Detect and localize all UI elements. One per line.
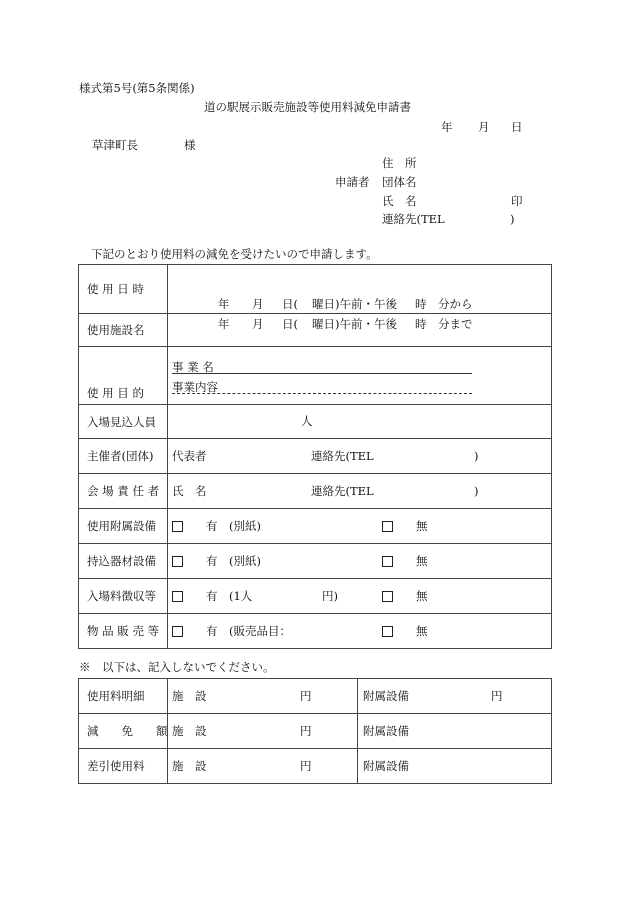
- equipment-no-checkbox[interactable]: [382, 521, 393, 532]
- applicant-label: 申請者: [335, 175, 370, 189]
- equipment-no-label: 無: [416, 519, 428, 533]
- date-day-label: 日: [511, 120, 523, 134]
- office-label-reduction: 減 免 額: [79, 714, 168, 749]
- label-datetime: 使 用 日 時: [79, 265, 168, 314]
- label-equipment: 使用附属設備: [79, 509, 168, 544]
- equipment-yes-checkbox[interactable]: [172, 521, 183, 532]
- organizer-contact-label: 連絡先(TEL: [311, 449, 374, 463]
- sales-yes-checkbox[interactable]: [172, 626, 183, 637]
- from-hour: 時: [415, 297, 427, 311]
- row-admission: [79, 579, 552, 614]
- applicant-contact-label: 連絡先(TEL: [382, 212, 445, 226]
- sales-field: [168, 614, 552, 649]
- label-brought: 持込器材設備: [79, 544, 168, 579]
- office-table: [78, 678, 552, 784]
- from-minute: 分から: [438, 297, 473, 311]
- sales-no-label: 無: [416, 624, 428, 638]
- office-facility-label: 施 設: [172, 689, 207, 703]
- application-table: [78, 264, 552, 649]
- label-organizer: 主催者(団体): [79, 439, 168, 474]
- date-month-label: 月: [478, 120, 490, 134]
- to-hour: 時: [415, 317, 427, 331]
- admission-yen: 円): [322, 589, 338, 603]
- from-day: 日(: [282, 297, 298, 311]
- office-yen-label: 円: [300, 724, 312, 738]
- brought-no-checkbox[interactable]: [382, 556, 393, 567]
- intro-text: 下記のとおり使用料の減免を受けたいので申請します。: [91, 247, 378, 261]
- office-use-note: ※ 以下は、記入しないでください。: [79, 660, 275, 674]
- label-facility: 使用施設名: [79, 314, 168, 347]
- brought-yes-checkbox[interactable]: [172, 556, 183, 567]
- office-equipment-label: 附属設備: [363, 689, 409, 703]
- row-brought: [79, 544, 552, 579]
- event-name-underline: [172, 373, 472, 374]
- to-weekday-ampm: 曜日)午前・午後: [312, 317, 397, 331]
- sales-yes-label: 有 (販売品目：: [206, 624, 291, 638]
- row-sales: [79, 614, 552, 649]
- row-purpose: [79, 347, 552, 405]
- applicant-contact-close: ): [510, 212, 515, 226]
- from-year: 年: [218, 297, 230, 311]
- sales-no-checkbox[interactable]: [382, 626, 393, 637]
- office-equipment-label: 附属設備: [363, 759, 409, 773]
- page-title: 道の駅展示販売施設等使用料減免申請書: [204, 100, 411, 114]
- row-attendance: [79, 405, 552, 439]
- office-equipment-yen-label: 円: [491, 689, 503, 703]
- office-label-fee-detail: 使用料明細: [79, 679, 168, 714]
- datetime-field[interactable]: [168, 265, 552, 331]
- venue-manager-contact-label: 連絡先(TEL: [311, 484, 374, 498]
- event-name-label: 事 業 名: [172, 360, 214, 374]
- organizer-rep-label: 代表者: [172, 449, 207, 463]
- label-sales: 物 品 販 売 等: [79, 614, 168, 649]
- event-content-underline: [172, 393, 472, 394]
- row-equipment: [79, 509, 552, 544]
- event-content-label: 事業内容: [172, 380, 218, 394]
- office-row-net-fee: [79, 749, 552, 784]
- from-month: 月: [252, 297, 264, 311]
- brought-no-label: 無: [416, 554, 428, 568]
- office-facility-fee-detail: [168, 679, 358, 714]
- seal-mark: 印: [511, 194, 523, 208]
- date-year-label: 年: [441, 120, 453, 134]
- office-equipment-label: 附属設備: [363, 724, 409, 738]
- applicant-org-label: 団体名: [382, 175, 417, 189]
- to-month: 月: [252, 317, 264, 331]
- office-equipment-fee-detail: [358, 679, 552, 714]
- venue-manager-name-label: 氏 名: [172, 484, 207, 498]
- equipment-yes-label: 有 (別紙): [206, 519, 261, 533]
- admission-no-checkbox[interactable]: [382, 591, 393, 602]
- label-admission: 入場料徴収等: [79, 579, 168, 614]
- brought-yes-label: 有 (別紙): [206, 554, 261, 568]
- admission-no-label: 無: [416, 589, 428, 603]
- form-number: 様式第5号(第5条関係): [79, 81, 195, 95]
- office-yen-label: 円: [300, 689, 312, 703]
- addressee: 草津町長: [92, 138, 138, 152]
- brought-field: [168, 544, 552, 579]
- to-year: 年: [218, 317, 230, 331]
- equipment-field: [168, 509, 552, 544]
- to-day: 日(: [282, 317, 298, 331]
- office-equipment-net-fee: [358, 749, 552, 784]
- office-yen-label: 円: [300, 759, 312, 773]
- organizer-contact-close: ): [474, 449, 479, 463]
- attendance-field[interactable]: [168, 405, 552, 439]
- office-facility-label: 施 設: [172, 759, 207, 773]
- label-purpose: 使 用 目 的: [79, 347, 168, 405]
- row-organizer: [79, 439, 552, 474]
- office-facility-reduction: [168, 714, 358, 749]
- purpose-field[interactable]: [168, 347, 552, 405]
- row-venue-manager: [79, 474, 552, 509]
- office-facility-label: 施 設: [172, 724, 207, 738]
- to-minute: 分まで: [438, 317, 473, 331]
- office-row-fee-detail: [79, 679, 552, 714]
- row-datetime: [79, 265, 552, 314]
- label-attendance: 入場見込人員: [79, 405, 168, 439]
- attendance-unit: 人: [301, 414, 313, 428]
- office-row-reduction: [79, 714, 552, 749]
- label-venue-manager: 会 場 責 任 者: [79, 474, 168, 509]
- organizer-field[interactable]: [168, 439, 552, 474]
- office-label-net-fee: 差引使用料: [79, 749, 168, 784]
- admission-yes-label: 有 (1人: [206, 589, 253, 603]
- office-equipment-reduction: [358, 714, 552, 749]
- office-facility-net-fee: [168, 749, 358, 784]
- applicant-name-label: 氏 名: [382, 194, 417, 208]
- venue-manager-field[interactable]: [168, 474, 552, 509]
- venue-manager-contact-close: ): [474, 484, 479, 498]
- applicant-address-label: 住 所: [382, 156, 417, 170]
- honorific: 様: [184, 138, 196, 152]
- admission-yes-checkbox[interactable]: [172, 591, 183, 602]
- admission-field: [168, 579, 552, 614]
- from-weekday-ampm: 曜日)午前・午後: [312, 297, 397, 311]
